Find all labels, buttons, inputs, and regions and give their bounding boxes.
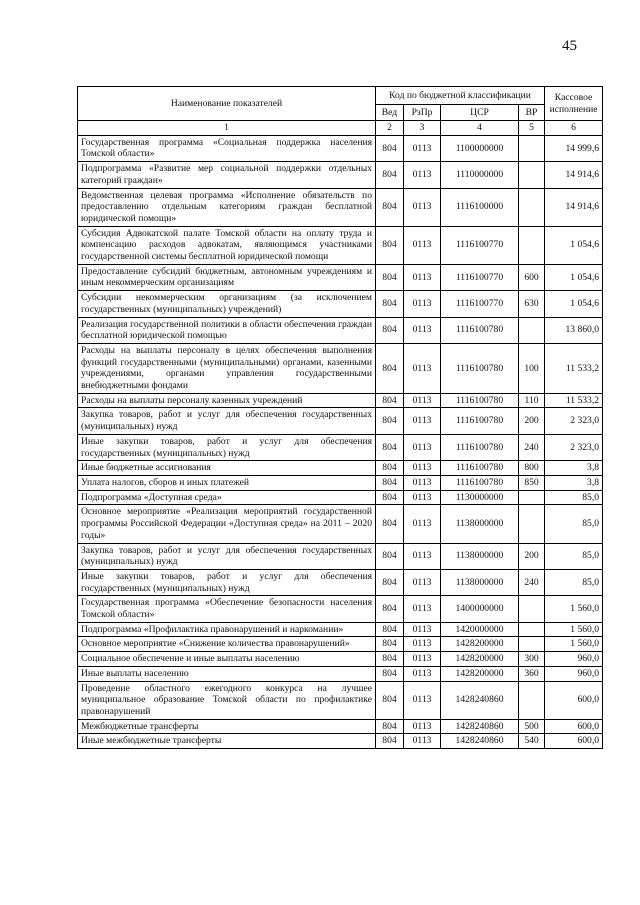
row-csr: 1428240860: [441, 734, 519, 749]
row-amount: 11 533,2: [545, 393, 603, 408]
row-vr: 360: [519, 666, 545, 681]
row-ved: 804: [376, 666, 404, 681]
row-amount: 13 860,0: [545, 317, 603, 343]
row-ved: 804: [376, 652, 404, 667]
row-amount: 14 914,6: [545, 162, 603, 188]
row-name: Реализация государственной политики в области обеспечения граждан бесплатной юридической помощью: [78, 317, 376, 343]
row-amount: 3,8: [545, 461, 603, 476]
row-vr: [519, 681, 545, 719]
header-csr: ЦСР: [441, 105, 519, 121]
row-csr: 1110000000: [441, 162, 519, 188]
row-name: Закупка товаров, работ и услуг для обеспечения государственных (муниципальных) нужд: [78, 543, 376, 569]
row-rzpr: 0113: [404, 162, 441, 188]
table-row: [78, 393, 603, 408]
row-csr: 1116100780: [441, 408, 519, 434]
row-ved: 804: [376, 719, 404, 734]
row-name: Основное мероприятие «Реализация мероприятий государственной программы Российской Федерации «Доступная среда» на 2011 – 2020 годы»: [78, 505, 376, 543]
row-csr: 1116100780: [441, 343, 519, 393]
row-name: Проведение областного ежегодного конкурса на лучшее муниципальное образование Томской области по профилактике правонарушений: [78, 681, 376, 719]
row-csr: 1400000000: [441, 596, 519, 622]
row-vr: [519, 490, 545, 505]
row-vr: [519, 637, 545, 652]
row-vr: 500: [519, 719, 545, 734]
row-vr: 800: [519, 461, 545, 476]
table-row: [78, 543, 603, 569]
row-amount: 2 323,0: [545, 408, 603, 434]
row-amount: 85,0: [545, 490, 603, 505]
row-rzpr: 0113: [404, 681, 441, 719]
row-amount: 3,8: [545, 475, 603, 490]
row-ved: 804: [376, 226, 404, 264]
row-amount: 600,0: [545, 719, 603, 734]
row-rzpr: 0113: [404, 343, 441, 393]
row-ved: 804: [376, 188, 404, 226]
row-ved: 804: [376, 543, 404, 569]
row-csr: 1116100780: [441, 317, 519, 343]
row-amount: 11 533,2: [545, 343, 603, 393]
row-rzpr: 0113: [404, 666, 441, 681]
row-amount: 600,0: [545, 734, 603, 749]
table-row: [78, 637, 603, 652]
row-amount: 85,0: [545, 569, 603, 595]
row-name: Предоставление субсидий бюджетным, автономным учреждениям и иным некоммерческим организациям: [78, 264, 376, 290]
row-name: Иные закупки товаров, работ и услуг для обеспечения государственных (муниципальных) нужд: [78, 569, 376, 595]
row-name: Государственная программа «Социальная поддержка населения Томской области»: [78, 135, 376, 161]
row-vr: 240: [519, 434, 545, 460]
row-name: Ведомственная целевая программа «Исполнение обязательств по предоставлению отдельным категориям граждан бесплатной юридической помощи»: [78, 188, 376, 226]
table-row: [78, 408, 603, 434]
row-name: Субсидии некоммерческим организациям (за исключением государственных (муниципальных) учреждений): [78, 291, 376, 317]
row-vr: 850: [519, 475, 545, 490]
row-csr: 1428240860: [441, 719, 519, 734]
row-amount: 1 054,6: [545, 291, 603, 317]
row-amount: 14 999,6: [545, 135, 603, 161]
table-row: [78, 652, 603, 667]
row-name: Расходы на выплаты персоналу казенных учреждений: [78, 393, 376, 408]
row-rzpr: 0113: [404, 505, 441, 543]
row-ved: 804: [376, 393, 404, 408]
table-row: [78, 505, 603, 543]
row-csr: 1420000000: [441, 622, 519, 637]
row-rzpr: 0113: [404, 317, 441, 343]
row-csr: 1116100770: [441, 226, 519, 264]
row-ved: 804: [376, 475, 404, 490]
row-name: Уплата налогов, сборов и иных платежей: [78, 475, 376, 490]
row-vr: 110: [519, 393, 545, 408]
row-vr: [519, 226, 545, 264]
row-csr: 1138000000: [441, 505, 519, 543]
column-index-row: [78, 121, 603, 136]
budget-table: [77, 86, 603, 749]
row-name: Иные выплаты населению: [78, 666, 376, 681]
table-row: [78, 622, 603, 637]
row-rzpr: 0113: [404, 291, 441, 317]
row-rzpr: 0113: [404, 188, 441, 226]
row-vr: [519, 505, 545, 543]
row-vr: 300: [519, 652, 545, 667]
row-amount: 85,0: [545, 543, 603, 569]
table-row: [78, 734, 603, 749]
row-name: Субсидия Адвокатской палате Томской области на оплату труда и компенсацию расходов адвокатам, являющимся участниками государственной системы бесплатной юридической помощи: [78, 226, 376, 264]
row-vr: [519, 596, 545, 622]
row-vr: [519, 317, 545, 343]
row-rzpr: 0113: [404, 393, 441, 408]
row-name: Расходы на выплаты персоналу в целях обеспечения выполнения функций государственными (муниципальными) органами, казенными учреждениями, органами управления государственными внебюджетными фондами: [78, 343, 376, 393]
page-number: 45: [562, 38, 577, 54]
row-amount: 960,0: [545, 666, 603, 681]
row-amount: 1 560,0: [545, 637, 603, 652]
row-csr: 1138000000: [441, 569, 519, 595]
row-csr: 1138000000: [441, 543, 519, 569]
row-csr: 1116100770: [441, 264, 519, 290]
table-row: [78, 264, 603, 290]
row-vr: [519, 135, 545, 161]
column-index: 4: [441, 121, 519, 136]
row-amount: 1 054,6: [545, 264, 603, 290]
table-row: [78, 343, 603, 393]
row-ved: 804: [376, 505, 404, 543]
row-vr: 540: [519, 734, 545, 749]
table-row: [78, 162, 603, 188]
row-name: Иные межбюджетные трансферты: [78, 734, 376, 749]
row-rzpr: 0113: [404, 734, 441, 749]
row-ved: 804: [376, 734, 404, 749]
table-row: [78, 681, 603, 719]
row-vr: 200: [519, 543, 545, 569]
row-csr: 1130000000: [441, 490, 519, 505]
row-rzpr: 0113: [404, 652, 441, 667]
column-index: 2: [376, 121, 404, 136]
row-ved: 804: [376, 637, 404, 652]
row-name: Межбюджетные трансферты: [78, 719, 376, 734]
row-vr: 100: [519, 343, 545, 393]
row-name: Подпрограмма «Профилактика правонарушений и наркомании»: [78, 622, 376, 637]
row-csr: 1116100780: [441, 461, 519, 476]
row-csr: 1428240860: [441, 681, 519, 719]
row-csr: 1116100770: [441, 291, 519, 317]
header-cash-execution: Кассовое исполнение: [545, 87, 603, 121]
row-ved: 804: [376, 264, 404, 290]
row-amount: 600,0: [545, 681, 603, 719]
row-ved: 804: [376, 162, 404, 188]
row-rzpr: 0113: [404, 461, 441, 476]
column-index: 5: [519, 121, 545, 136]
row-ved: 804: [376, 135, 404, 161]
row-rzpr: 0113: [404, 622, 441, 637]
row-ved: 804: [376, 622, 404, 637]
row-amount: 14 914,6: [545, 188, 603, 226]
table-row: [78, 719, 603, 734]
row-rzpr: 0113: [404, 490, 441, 505]
row-name: Основное мероприятие «Снижение количества правонарушений»: [78, 637, 376, 652]
table-row: [78, 596, 603, 622]
table-row: [78, 666, 603, 681]
row-ved: 804: [376, 681, 404, 719]
row-name: Подпрограмма «Доступная среда»: [78, 490, 376, 505]
table-row: [78, 188, 603, 226]
header-ved: Вед: [376, 105, 404, 121]
table-row: [78, 490, 603, 505]
column-index: 3: [404, 121, 441, 136]
row-rzpr: 0113: [404, 408, 441, 434]
row-vr: 200: [519, 408, 545, 434]
row-name: Закупка товаров, работ и услуг для обеспечения государственных (муниципальных) нужд: [78, 408, 376, 434]
row-ved: 804: [376, 343, 404, 393]
row-rzpr: 0113: [404, 719, 441, 734]
row-ved: 804: [376, 596, 404, 622]
row-name: Государственная программа «Обеспечение безопасности населения Томской области»: [78, 596, 376, 622]
row-name: Подпрограмма «Развитие мер социальной поддержки отдельных категорий граждан»: [78, 162, 376, 188]
row-ved: 804: [376, 490, 404, 505]
row-ved: 804: [376, 408, 404, 434]
row-amount: 960,0: [545, 652, 603, 667]
header-rzpr: РзПр: [404, 105, 441, 121]
table-row: [78, 317, 603, 343]
table-row: [78, 226, 603, 264]
row-csr: 1116100780: [441, 475, 519, 490]
row-csr: 1428200000: [441, 666, 519, 681]
row-vr: [519, 188, 545, 226]
table-row: [78, 475, 603, 490]
row-amount: 1 560,0: [545, 596, 603, 622]
row-amount: 2 323,0: [545, 434, 603, 460]
row-rzpr: 0113: [404, 264, 441, 290]
row-csr: 1116100780: [441, 434, 519, 460]
column-index: 6: [545, 121, 603, 136]
row-rzpr: 0113: [404, 569, 441, 595]
row-vr: 240: [519, 569, 545, 595]
row-csr: 1428200000: [441, 652, 519, 667]
row-name: Иные закупки товаров, работ и услуг для обеспечения государственных (муниципальных) нужд: [78, 434, 376, 460]
row-vr: 630: [519, 291, 545, 317]
column-index: 1: [78, 121, 376, 136]
row-ved: 804: [376, 291, 404, 317]
table-row: [78, 434, 603, 460]
row-ved: 804: [376, 434, 404, 460]
row-csr: 1116100780: [441, 393, 519, 408]
header-name: Наименование показателей: [78, 87, 376, 121]
table-row: [78, 135, 603, 161]
row-amount: 1 560,0: [545, 622, 603, 637]
row-vr: [519, 162, 545, 188]
table-row: [78, 461, 603, 476]
row-vr: [519, 622, 545, 637]
row-rzpr: 0113: [404, 434, 441, 460]
row-name: Иные бюджетные ассигнования: [78, 461, 376, 476]
row-rzpr: 0113: [404, 135, 441, 161]
row-rzpr: 0113: [404, 226, 441, 264]
row-name: Социальное обеспечение и иные выплаты населению: [78, 652, 376, 667]
row-amount: 1 054,6: [545, 226, 603, 264]
row-amount: 85,0: [545, 505, 603, 543]
row-csr: 1116100000: [441, 188, 519, 226]
row-ved: 804: [376, 317, 404, 343]
table-row: [78, 569, 603, 595]
row-rzpr: 0113: [404, 475, 441, 490]
header-budget-code: Код по бюджетной классификации: [376, 87, 545, 105]
row-csr: 1100000000: [441, 135, 519, 161]
row-csr: 1428200000: [441, 637, 519, 652]
row-rzpr: 0113: [404, 637, 441, 652]
row-rzpr: 0113: [404, 543, 441, 569]
table-row: [78, 291, 603, 317]
header-vr: ВР: [519, 105, 545, 121]
row-ved: 804: [376, 569, 404, 595]
row-vr: 600: [519, 264, 545, 290]
row-rzpr: 0113: [404, 596, 441, 622]
row-ved: 804: [376, 461, 404, 476]
